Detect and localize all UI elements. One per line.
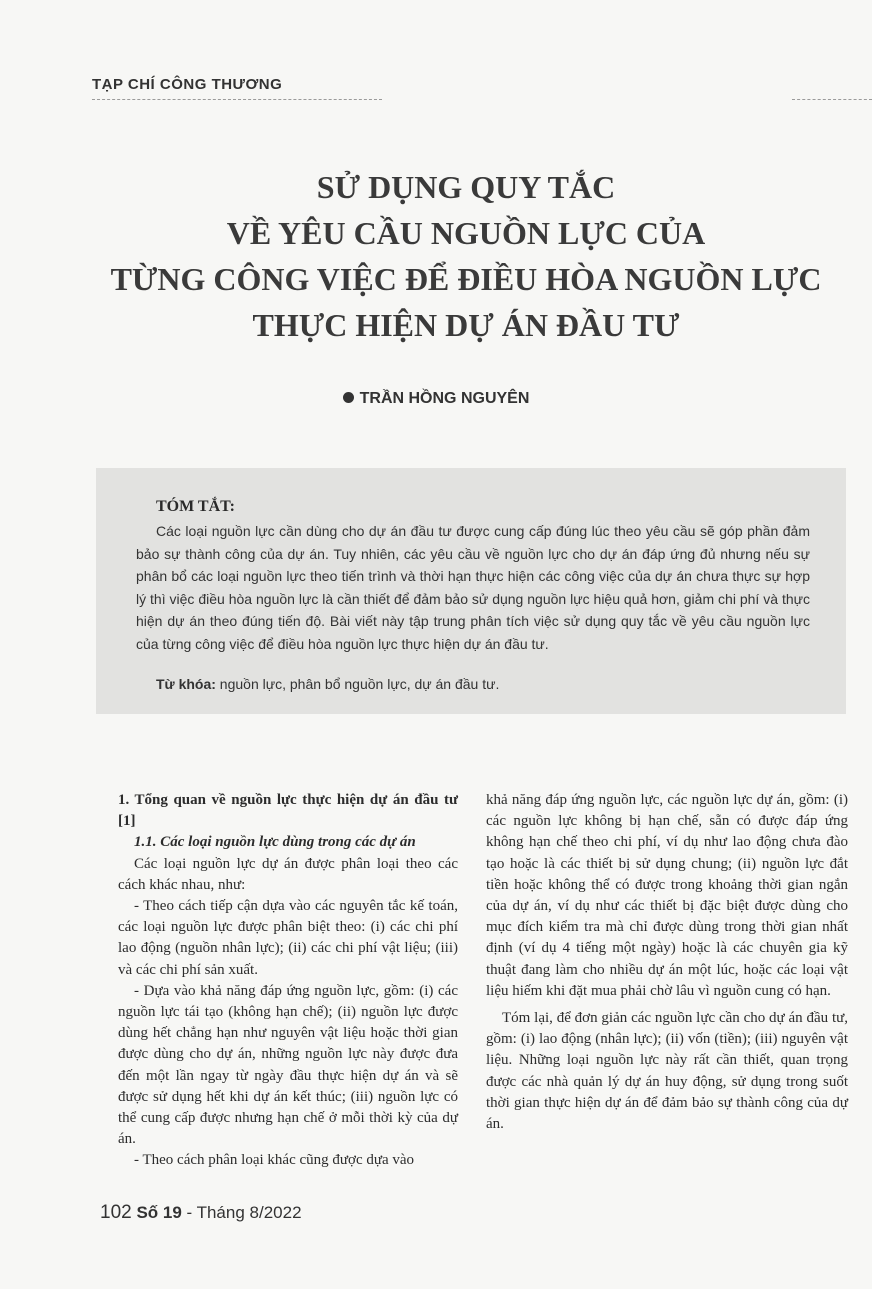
keywords-label: Từ khóa:	[156, 676, 216, 692]
section-heading: 1. Tổng quan về nguồn lực thực hiện dự án đầu tư [1]	[118, 792, 458, 830]
author-line	[0, 390, 872, 408]
article-title	[60, 164, 872, 348]
left-column	[118, 790, 458, 1172]
title-line: TỪNG CÔNG VIỆC ĐỂ ĐIỀU HÒA NGUỒN LỰC	[110, 261, 822, 297]
bullet-icon	[343, 392, 354, 403]
header-rule-left	[92, 99, 382, 100]
paragraph: khả năng đáp ứng nguồn lực, các nguồn lực dự án, gồm: (i) các nguồn lực không bị hạn chế, sẵn có được đáp ứng không hạn chế theo chi phí, ví dụ như lao động chưa đào tạo hoặc là các thiết bị sử dụng chung; (ii) nguồn lực đắt tiền hoặc không thể có được trong khoảng thời gian ngắn của dự án, ví dụ như các thiết bị đặc biệt được dùng cho mục đích kiểm tra mà chỉ được dùng trong thời gian nhất định (ví dụ 4 tiếng một ngày) hoặc là các chuyên gia kỹ thuật đang làm cho nhiều dự án một lúc, hoặc các loại vật liệu hiếm khi đặt mua phải chờ lâu vì nguồn cung có hạn.	[486, 792, 848, 999]
issue-number: Số 19	[136, 1203, 182, 1222]
paragraph: Các loại nguồn lực dự án được phân loại theo các cách khác nhau, như:	[118, 855, 458, 893]
author-name: TRẦN HỒNG NGUYÊN	[359, 390, 530, 407]
journal-name: TẠP CHÍ CÔNG THƯƠNG	[92, 76, 283, 93]
title-line: THỰC HIỆN DỰ ÁN ĐẦU TƯ	[252, 307, 680, 343]
paragraph: - Dựa vào khả năng đáp ứng nguồn lực, gồm: (i) các nguồn lực tái tạo (không hạn chế); (ii) nguồn lực được dùng hết chẳng hạn như nguyên vật liệu hoặc thời gian được dùng cho dự án, những nguồn lực này được đưa đến một lần ngay từ ngày đầu thực hiện dự án và sẽ được sử dụng hết khi dự án kết thúc; (iii) nguồn lực có thể cung cấp được nhưng hạn chế ở mỗi thời kỳ của dự án.	[118, 982, 458, 1148]
abstract-keywords	[156, 676, 499, 692]
paragraph: Tóm lại, để đơn giản các nguồn lực cần cho dự án đầu tư, gồm: (i) lao động (nhân lực); (ii) vốn (tiền); (iii) nguyên vật liệu. Những loại nguồn lực này rất cần thiết, quan trọng được các nhà quản lý dự án huy động, sử dụng trong suốt thời gian thực hiện dự án để đảm bảo sự thành công của dự án.	[486, 1010, 848, 1133]
abstract-heading: TÓM TẮT:	[156, 498, 235, 515]
paragraph: - Theo cách phân loại khác cũng được dựa vào	[134, 1152, 415, 1169]
right-column	[486, 790, 848, 1135]
abstract-box	[96, 468, 846, 714]
page-number: 102	[100, 1202, 132, 1223]
header-rule-right	[792, 99, 872, 100]
title-line: SỬ DỤNG QUY TẮC	[316, 169, 616, 205]
title-line: VỀ YÊU CẦU NGUỒN LỰC CỦA	[226, 215, 706, 251]
issue-date: - Tháng 8/2022	[181, 1203, 302, 1222]
subsection-heading: 1.1. Các loại nguồn lực dùng trong các dự án	[134, 834, 416, 851]
paragraph: - Theo cách tiếp cận dựa vào các nguyên tắc kế toán, các loại nguồn lực được phân biệt theo: (i) các chi phí lao động (nguồn nhân lực); (ii) các chi phí vật liệu; (iii) và các chi phí sản xuất.	[118, 898, 458, 978]
page-footer	[100, 1202, 302, 1224]
keywords-text: nguồn lực, phân bổ nguồn lực, dự án đầu tư.	[215, 676, 500, 692]
abstract-body: Các loại nguồn lực cần dùng cho dự án đầu tư được cung cấp đúng lúc theo yêu cầu sẽ góp phần đảm bảo sự thành công của dự án. Tuy nhiên, các yêu cầu về nguồn lực cho dự án đáp ứng đủ nhưng nếu sự phân bổ các loại nguồn lực theo tiến trình và thời hạn thực hiện các công việc của dự án chưa thực sự hợp lý thì việc điều hòa nguồn lực là cần thiết để đảm bảo sử dụng nguồn lực hiệu quả hơn, giảm chi phí và thực hiện dự án theo đúng tiến độ. Bài viết này tập trung phân tích việc sử dụng quy tắc về yêu cầu nguồn lực của từng công việc để điều hòa nguồn lực thực hiện dự án đầu tư.	[136, 523, 810, 652]
